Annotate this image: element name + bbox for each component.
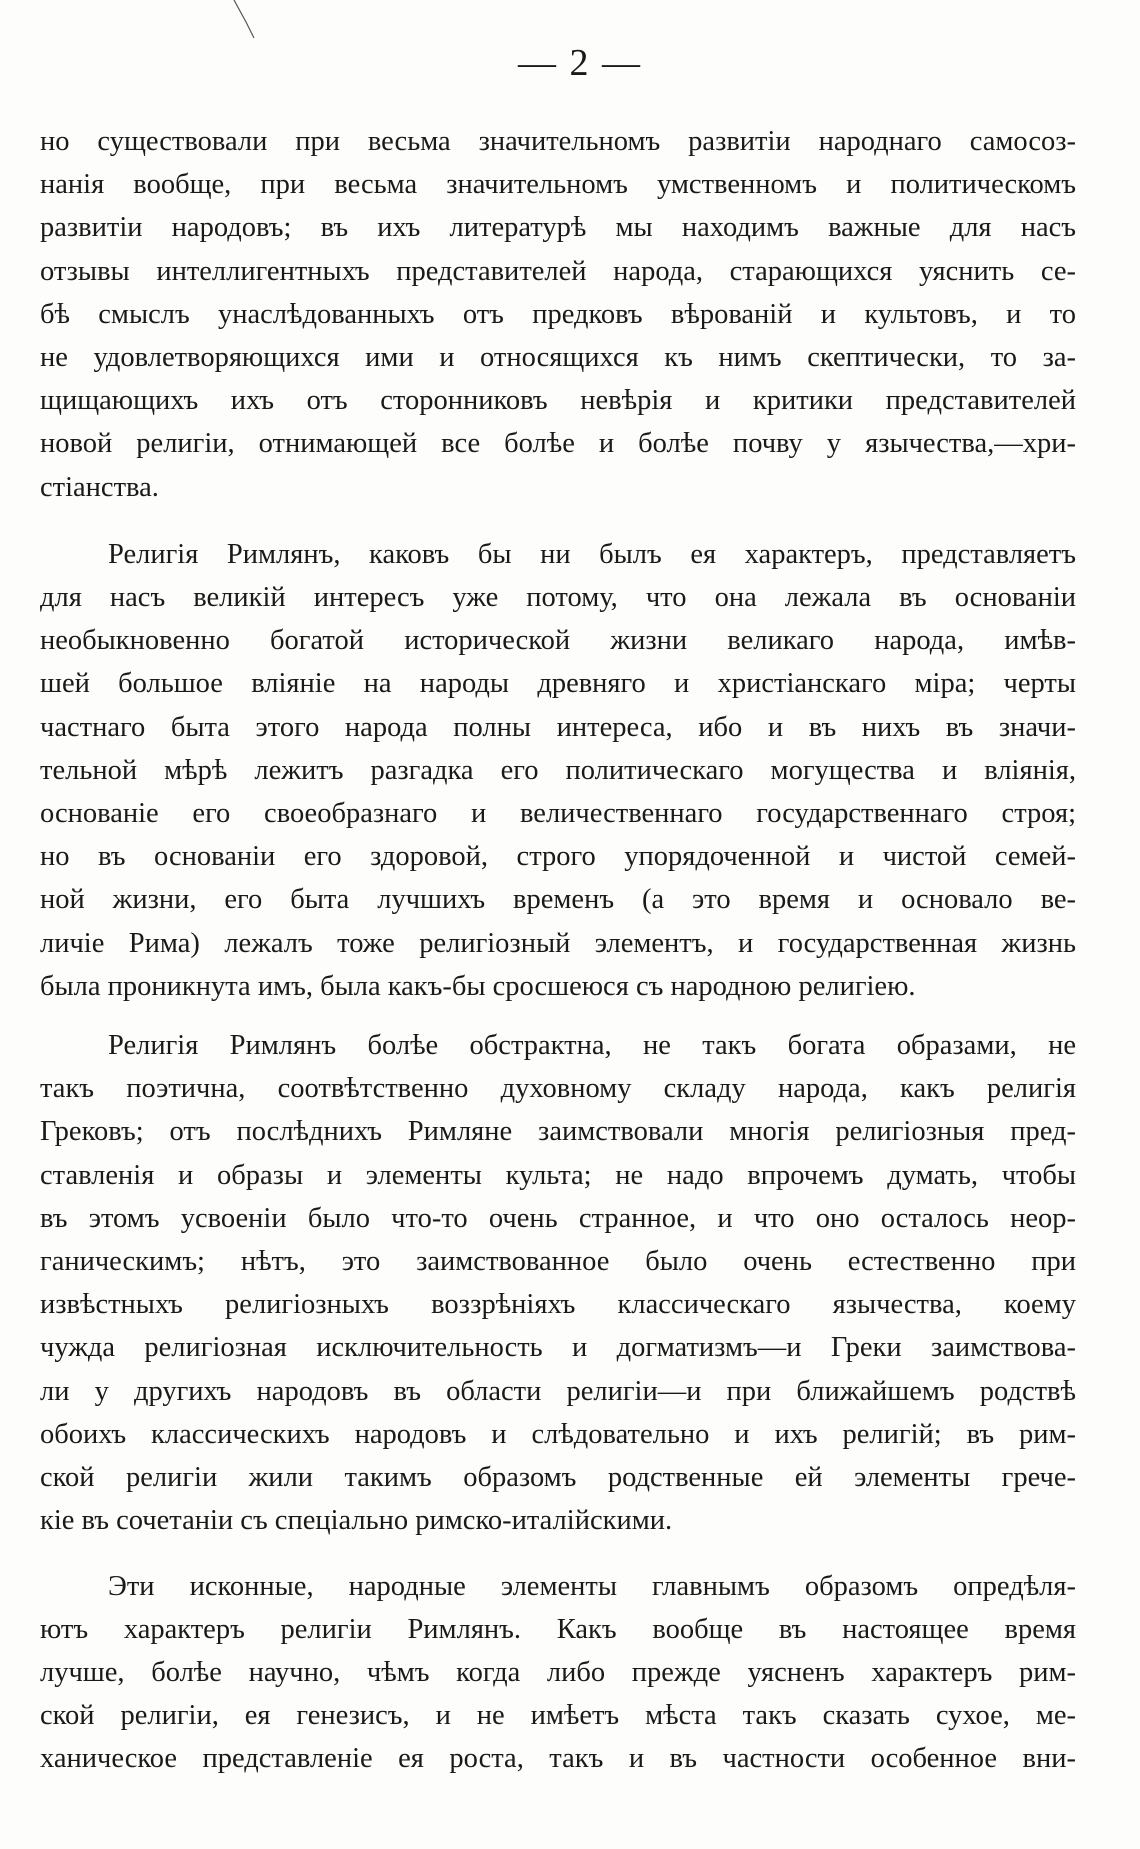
text-line: ли у другихъ народовъ въ области религіи—и при ближайшемъ родствѣ: [40, 1375, 1076, 1407]
text-line: ской религіи, ея генезисъ, и не имѣетъ мѣста такъ сказать сухое, ме-: [40, 1700, 1076, 1732]
text-line: отзывы интеллигентныхъ представителей народа, старающихся уяснить се-: [40, 255, 1076, 287]
text-line: нанія вообще, при весьма значительномъ умственномъ и политическомъ: [40, 169, 1076, 201]
text-line: Грековъ; отъ послѣднихъ Римляне заимствовали многія религіозныя пред-: [40, 1116, 1076, 1148]
text-line: не удовлетворяющихся ими и относящихся къ нимъ скептически, то за-: [40, 342, 1076, 374]
text-line: личіе Рима) лежалъ тоже религіозный элементъ, и государственная жизнь: [40, 927, 1076, 959]
text-line: Эти исконные, народные элементы главнымъ образомъ опредѣля-: [108, 1570, 1076, 1602]
text-line: но существовали при весьма значительномъ развитіи народнаго самосоз-: [40, 126, 1076, 157]
text-line: извѣстныхъ религіозныхъ воззрѣніяхъ классическаго язычества, коему: [40, 1289, 1076, 1321]
text-line: но въ основаніи его здоровой, строго упорядоченной и чистой семей-: [40, 841, 1076, 873]
text-line: щищающихъ ихъ отъ сторонниковъ невѣрія и критики представителей: [40, 385, 1076, 417]
text-line: бѣ смыслъ унаслѣдованныхъ отъ предковъ вѣрованій и культовъ, и то: [40, 298, 1076, 330]
text-line: Религія Римлянъ, каковъ бы ни былъ ея характеръ, представляетъ: [108, 538, 1076, 570]
text-line: ютъ характеръ религіи Римлянъ. Какъ вообще въ настоящее время: [40, 1613, 1076, 1645]
text-line: новой религіи, отнимающей все болѣе и болѣе почву у язычества,—хри-: [40, 428, 1076, 460]
text-line: для насъ великій интересъ уже потому, что она лежала въ основаніи: [40, 582, 1076, 614]
paragraph-2: [40, 533, 1076, 1008]
text-line: ханическое представленіе ея роста, такъ и въ частности особенное вни-: [40, 1743, 1076, 1775]
text-line: ской религіи жили такимъ образомъ родственные ей элементы грече-: [40, 1462, 1076, 1494]
text-body: [40, 120, 1076, 1781]
text-line: основаніе его своеобразнаго и величественнаго государственнаго строя;: [40, 798, 1076, 830]
text-line: кіе въ сочетаніи съ спеціально римско-италійскими.: [40, 1505, 673, 1537]
text-line: Религія Римлянъ болѣе обстрактна, не такъ богата образами, не: [108, 1030, 1076, 1062]
paragraph-1: [40, 120, 1076, 509]
text-line: въ этомъ усвоеніи было что-то очень странное, и что оно осталось неор-: [40, 1202, 1076, 1234]
text-line: такъ поэтична, соотвѣтственно духовному складу народа, какъ религія: [40, 1073, 1076, 1105]
text-line: шей большое вліяніе на народы древняго и христіанскаго міра; черты: [40, 668, 1076, 700]
text-line: стіанства.: [40, 471, 159, 503]
text-line: обоихъ классическихъ народовъ и слѣдовательно и ихъ религій; въ рим-: [40, 1418, 1076, 1450]
text-line: ставленія и образы и элементы культа; не надо впрочемъ думать, чтобы: [40, 1159, 1076, 1191]
text-line: чужда религіозная исключительность и догматизмъ—и Греки заимствова-: [40, 1332, 1076, 1364]
text-line: ной жизни, его быта лучшихъ временъ (а это время и основало ве-: [40, 884, 1076, 916]
text-line: ганическимъ; нѣтъ, это заимствованное было очень естественно при: [40, 1246, 1076, 1278]
paragraph-4: [40, 1565, 1076, 1781]
text-line: тельной мѣрѣ лежитъ разгадка его политическаго могущества и вліянія,: [40, 754, 1076, 786]
text-line: была проникнута имъ, была какъ-бы сросшеюся съ народною религіею.: [40, 970, 916, 1002]
text-line: лучше, болѣе научно, чѣмъ когда либо прежде уясненъ характеръ рим-: [40, 1656, 1076, 1688]
scan-mark: [232, 0, 262, 40]
text-line: необыкновенно богатой исторической жизни великаго народа, имѣв-: [40, 625, 1076, 657]
text-line: развитіи народовъ; въ ихъ литературѣ мы находимъ важные для насъ: [40, 212, 1076, 244]
text-line: частнаго быта этого народа полны интереса, ибо и въ нихъ въ значи-: [40, 711, 1076, 743]
page-number: — 2 —: [518, 42, 642, 84]
paragraph-3: [40, 1024, 1076, 1542]
